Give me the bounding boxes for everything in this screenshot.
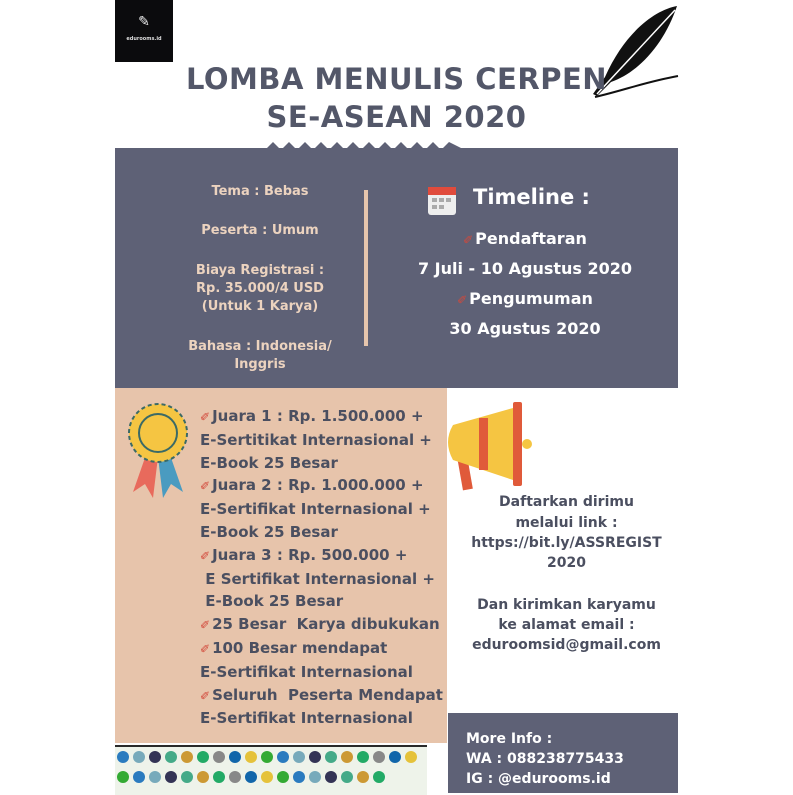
language: Bahasa : Indonesia/ (188, 339, 332, 354)
registration-date: 7 Juli - 10 Agustus 2020 (417, 259, 633, 278)
register-text-2: melalui link : (515, 515, 618, 531)
theme: Tema : Bebas (211, 184, 309, 199)
prize-text: E-Sertifikat Internasional (200, 662, 413, 681)
sponsor-logo (293, 751, 305, 763)
sponsor-logo (373, 751, 385, 763)
prize-line (200, 590, 443, 613)
prize-line (200, 521, 443, 544)
register-link[interactable]: https://bit.ly/ASSREGIST (471, 535, 662, 551)
sponsor-logo (309, 771, 321, 783)
register-text-1: Daftarkan dirimu (499, 494, 634, 510)
sponsor-logo (325, 771, 337, 783)
prize-line (200, 637, 443, 661)
logo (115, 0, 173, 62)
prize-text: E-Sertitikat Internasional + (200, 430, 432, 449)
pen-icon: ✎ (138, 14, 150, 30)
sponsor-logo (181, 771, 193, 783)
sponsor-logo (229, 771, 241, 783)
prize-text: E-Book 25 Besar (200, 592, 344, 611)
sponsor-logo (229, 751, 241, 763)
sponsor-logo (373, 771, 385, 783)
prize-text: Juara 1 : Rp. 1.500.000 + (212, 407, 424, 425)
sponsor-logo (357, 771, 369, 783)
sponsor-logo (341, 751, 353, 763)
sponsor-logo (213, 771, 225, 783)
sponsor-logo (309, 751, 321, 763)
sponsor-logo (133, 751, 145, 763)
sponsor-logo (261, 771, 273, 783)
sponsor-logo (341, 771, 353, 783)
sponsor-logo (149, 771, 161, 783)
prize-line (200, 661, 443, 684)
sponsor-logo (165, 771, 177, 783)
prize-line (200, 544, 443, 568)
email-link[interactable]: eduroomsid@gmail.com (472, 637, 661, 653)
prize-text: E-Sertifikat Internasional (200, 709, 413, 728)
sponsor-logos (115, 745, 427, 795)
sponsor-logo (149, 751, 161, 763)
award-ribbon-icon (127, 402, 189, 500)
prize-text: 25 Besar Karya dibukukan (212, 615, 440, 634)
sponsor-logo (213, 751, 225, 763)
prize-line (200, 613, 443, 637)
register-link-2[interactable]: 2020 (547, 555, 586, 571)
sponsor-logo (245, 751, 257, 763)
prize-text: Juara 2 : Rp. 1.000.000 + (212, 476, 424, 495)
sponsor-logo (117, 771, 129, 783)
sponsor-logo (165, 751, 177, 763)
pin-icon: ✐ (200, 688, 211, 703)
sponsor-logo (197, 771, 209, 783)
announcement-date: 30 Agustus 2020 (449, 319, 601, 338)
prize-text: E Sertifikat Internasional + (200, 569, 435, 588)
sponsor-logo (117, 751, 129, 763)
language-2: Inggris (234, 357, 286, 372)
prize-text: E-Book 25 Besar (200, 522, 338, 541)
sponsor-logo (133, 771, 145, 783)
pin-icon: ✐ (200, 641, 211, 656)
sponsor-logo (389, 751, 401, 763)
submit-text-1: Dan kirimkan karyamu (477, 597, 656, 613)
instagram-contact[interactable]: IG : @edurooms.id (466, 771, 611, 787)
sponsor-logo (181, 751, 193, 763)
pin-icon: ✐ (463, 233, 474, 247)
calendar-icon (427, 184, 457, 216)
prize-line (200, 405, 443, 429)
pin-icon: ✐ (200, 618, 211, 633)
sponsor-logo (357, 751, 369, 763)
whatsapp-contact[interactable]: WA : 088238775433 (466, 751, 624, 767)
announcement-label: Pengumuman (469, 289, 593, 308)
sponsor-logo (197, 751, 209, 763)
prize-text: Juara 3 : Rp. 500.000 + (212, 545, 408, 564)
divider (364, 190, 368, 346)
prize-line (200, 568, 443, 591)
sponsor-logo (325, 751, 337, 763)
submit-text-2: ke alamat email : (498, 617, 635, 633)
prize-line (200, 452, 443, 475)
sponsor-logo (277, 771, 289, 783)
prize-list (200, 405, 443, 730)
title-line-1: LOMBA MENULIS CERPEN (185, 62, 608, 96)
title-line-2: SE-ASEAN 2020 (266, 100, 527, 134)
prize-line (200, 707, 443, 730)
sponsor-logo (261, 751, 273, 763)
fee-label: Biaya Registrasi : (195, 263, 325, 278)
megaphone-icon (443, 400, 533, 495)
pin-icon: ✐ (200, 548, 211, 563)
logo-text: edurooms.id (126, 36, 162, 42)
prize-line (200, 474, 443, 498)
pin-icon: ✐ (457, 293, 468, 307)
prize-line (200, 429, 443, 452)
prize-line (200, 498, 443, 521)
pin-icon: ✐ (200, 410, 211, 424)
fee-note: (Untuk 1 Karya) (201, 299, 319, 314)
prize-text: 100 Besar mendapat (212, 638, 388, 657)
sponsor-logo (405, 751, 417, 763)
sponsor-logo (277, 751, 289, 763)
registration-label: Pendaftaran (475, 229, 587, 248)
sponsor-logo (293, 771, 305, 783)
fee-value: Rp. 35.000/4 USD (196, 281, 324, 296)
sponsor-logo (245, 771, 257, 783)
prize-text: E-Book 25 Besar (200, 453, 338, 472)
more-info-box (448, 713, 678, 793)
participants: Peserta : Umum (201, 223, 319, 238)
more-info-heading: More Info : (466, 731, 553, 747)
timeline-heading: Timeline : (473, 185, 590, 209)
prize-line (200, 684, 443, 708)
prize-text: E-Sertifikat Internasional + (200, 500, 431, 519)
prize-text: Seluruh Peserta Mendapat (212, 685, 443, 704)
pin-icon: ✐ (200, 479, 211, 494)
